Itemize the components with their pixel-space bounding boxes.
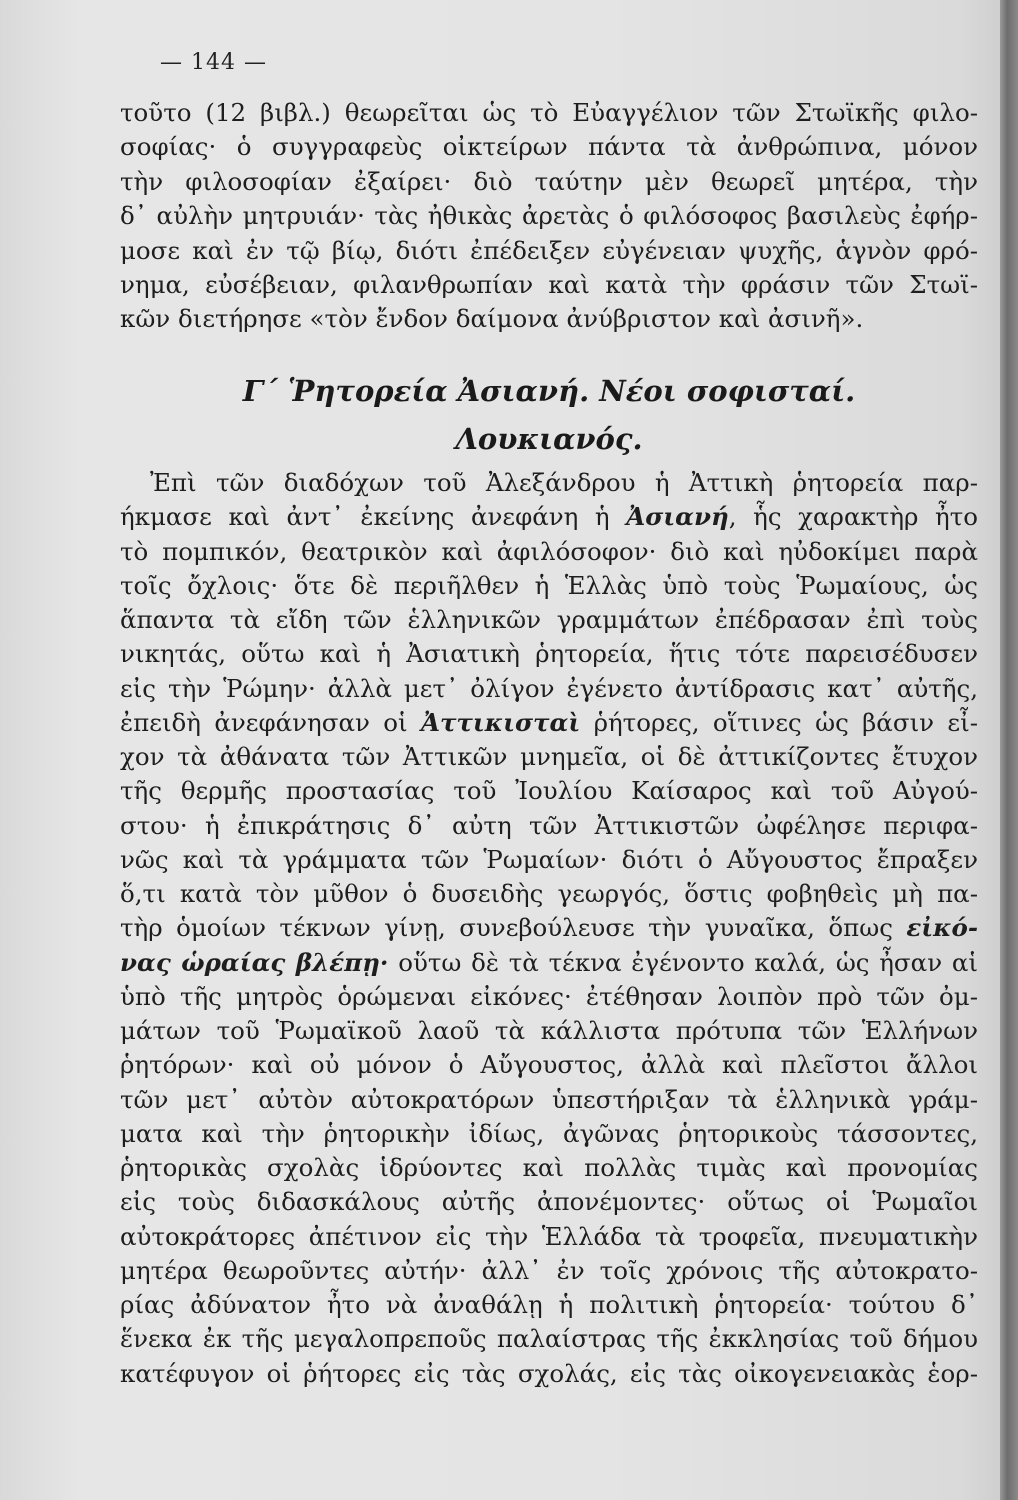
emphasis-term: νας ὡραίας βλέπῃ· (120, 947, 389, 977)
text-line: ἕνεκα ἐκ τῆς μεγαλοπρεποῦς παλαίστρας τῆς ἐκκλησίας τοῦ δήμου (120, 1324, 978, 1354)
text-line: ὑπὸ τῆς μητρὸς ὁρώμεναι εἰκόνες· ἐτέθησαν λοιπὸν πρὸ τῶν ὀμ- (120, 981, 978, 1011)
section-heading-line: Γ΄ Ῥητορεία Ἀσιανή. Νέοι σοφισταί. (242, 374, 856, 408)
page-number: — 144 — (160, 50, 267, 75)
paragraph-stoic (120, 96, 978, 337)
emphasis-term: Ἀττικισταὶ (420, 707, 581, 737)
emphasis-term: Ἀσιανή (626, 502, 729, 532)
text-line: δ᾽ αὐλὴν μητρυιάν· τὰς ἠθικὰς ἀρετὰς ὁ φιλόσοφος βασιλεὺς ἐφήρ- (120, 201, 978, 231)
text-line: τὴν φιλοσοφίαν ἐξαίρει· διὸ ταύτην μὲν θεωρεῖ μητέρα, τὴν (120, 166, 978, 196)
text-line (120, 911, 978, 945)
section-heading-line: Λουκιανός. (455, 422, 643, 456)
text-line: μητέρα θεωροῦντες αὐτήν· ἀλλ᾽ ἐν τοῖς χρόνοις τῆς αὐτοκρατο- (120, 1255, 978, 1285)
text-line: ὅ,τι κατὰ τὸν μῦθον ὁ δυσειδὴς γεωργός, ὅστις φοβηθεὶς μὴ πα- (120, 879, 978, 908)
text-line: ῥητορικὰς σχολὰς ἱδρύοντες καὶ πολλὰς τιμὰς καὶ προνομίας (120, 1153, 978, 1182)
text-line: ἅπαντα τὰ εἴδη τῶν ἑλληνικῶν γραμμάτων ἐπέδρασαν ἐπὶ τοὺς (120, 605, 978, 634)
text-line: μάτων τοῦ Ῥωμαϊκοῦ λαοῦ τὰ κάλλιστα πρότυπα τῶν Ἑλλήνων (120, 1016, 978, 1045)
text-line: Ἐπὶ τῶν διαδόχων τοῦ Ἀλεξάνδρου ἡ Ἀττικὴ ῥητορεία παρ- (150, 468, 978, 497)
text-line: αὐτοκράτορες ἀπέτινον εἰς τὴν Ἑλλάδα τὰ τροφεῖα, πνευματικὴν (120, 1221, 978, 1251)
text-line: τοῦτο (12 βιβλ.) θεωρεῖται ὡς τὸ Εὐαγγέλιον τῶν Στωϊκῆς φιλο- (120, 98, 978, 127)
text-line: νημα, εὐσέβειαν, φιλανθρωπίαν καὶ κατὰ τὴν φράσιν τῶν Στωϊ- (120, 270, 978, 300)
text-line: ῥητόρων· καὶ οὐ μόνον ὁ Αὔγουστος, ἀλλὰ καὶ πλεῖστοι ἄλλοι (120, 1050, 978, 1080)
text-line: στου· ἡ ἐπικράτησις δ᾽ αὐτη τῶν Ἀττικιστῶν ὠφέλησε περιφα- (120, 810, 978, 840)
text-line: εἰς τοὺς διδασκάλους αὐτῆς ἀπονέμοντες· οὕτως οἱ Ῥωμαῖοι (120, 1187, 978, 1217)
text-line: μοσε καὶ ἐν τῷ βίῳ, διότι ἐπέδειξεν εὐγένειαν ψυχῆς, ἁγνὸν φρό- (120, 235, 978, 265)
text-line: κῶν διετήρησε «τὸν ἔνδον δαίμονα ἀνύβριστον καὶ ἀσινῆ». (120, 304, 864, 334)
text-line: ματα καὶ τὴν ῥητορικὴν ἰδίως, ἀγῶνας ῥητορικοὺς τάσσοντες, (120, 1118, 978, 1148)
text-line: τῆς θερμῆς προστασίας τοῦ Ἰουλίου Καίσαρος καὶ τοῦ Αὐγού- (120, 776, 978, 806)
text-line: εἰς τὴν Ῥώμην· ἀλλὰ μετ᾽ ὀλίγον ἐγένετο ἀντίδρασις κατ᾽ αὐτῆς, (120, 673, 978, 703)
section-heading (120, 367, 978, 463)
text-line: τῶν μετ᾽ αὐτὸν αὐτοκρατόρων ὑπεστήριξαν τὰ ἑλληνικὰ γράμ- (120, 1084, 978, 1114)
text-line: νικητάς, οὕτω καὶ ἡ Ἀσιατικὴ ῥητορεία, ἥτις τότε παρεισέδυσεν (120, 639, 978, 669)
paragraph-asian-rhetoric (120, 466, 978, 1391)
text-line: κατέφυγον οἱ ῥήτορες εἰς τὰς σχολάς, εἰς τὰς οἰκογενειακὰς ἑορ- (120, 1358, 978, 1388)
text-line: σοφίας· ὁ συγγραφεὺς οἰκτείρων πάντα τὰ ἀνθρώπινα, μόνον (120, 132, 978, 162)
text-line: χον τὰ ἀθάνατα τῶν Ἀττικῶν μνημεῖα, οἱ δὲ ἀττικίζοντες ἔτυχον (120, 742, 978, 771)
page-edge (1000, 0, 1018, 1500)
text-run: τὴρ ὁμοίων τέκνων γίνῃ, συνεβούλευσε τὴν γυναῖκα, ὅπως (120, 913, 907, 943)
text-run: οὕτω δὲ τὰ τέκνα ἐγένοντο καλά, ὡς ἦσαν αἱ (388, 947, 978, 977)
text-line (120, 946, 978, 980)
text-run: ῥήτορες, οἵτινες ὡς βάσιν εἶ- (580, 707, 978, 737)
text-run: , ἧς χαρακτὴρ ἦτο (728, 502, 978, 532)
text-run: ἐπειδὴ ἀνεφάνησαν οἱ (120, 707, 421, 737)
text-line (120, 500, 978, 534)
text-line: τὸ πομπικόν, θεατρικὸν καὶ ἀφιλόσοφον· διὸ καὶ ηὐδοκίμει παρὰ (120, 536, 978, 566)
emphasis-term: εἰκό- (906, 913, 978, 943)
text-line: νῶς καὶ τὰ γράμματα τῶν Ῥωμαίων· διότι ὁ Αὔγουστος ἔπραξεν (120, 844, 978, 874)
text-line (120, 706, 978, 740)
text-line: ρίας ἀδύνατον ἦτο νὰ ἀναθάλῃ ἡ πολιτικὴ ῥητορεία· τούτου δ᾽ (120, 1290, 978, 1319)
text-run: ήκμασε καὶ ἀντ᾽ ἐκείνης ἀνεφάνη ἡ (120, 502, 627, 532)
text-line: τοῖς ὄχλοις· ὅτε δὲ περιῆλθεν ἡ Ἑλλὰς ὑπὸ τοὺς Ῥωμαίους, ὡς (120, 570, 978, 600)
